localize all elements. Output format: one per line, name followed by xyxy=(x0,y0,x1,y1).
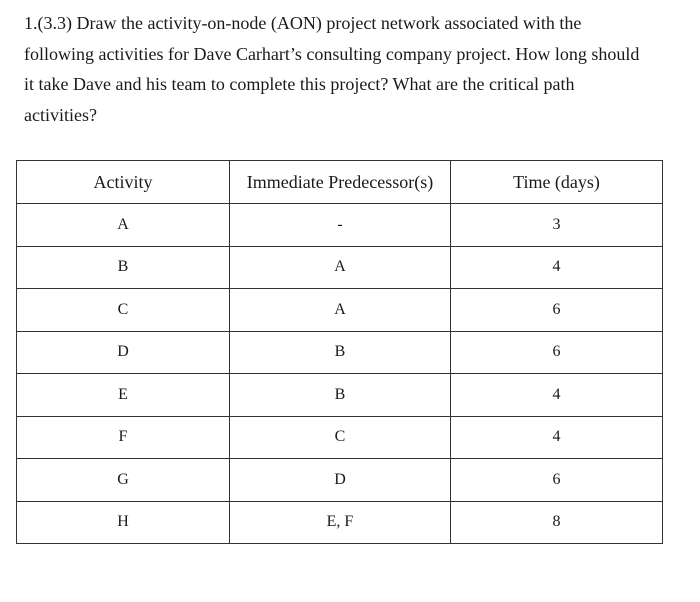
predecessor-cell: A xyxy=(230,246,451,289)
activity-cell: B xyxy=(17,246,230,289)
activity-cell: E xyxy=(17,374,230,417)
table-row xyxy=(17,501,663,544)
predecessor-cell: E, F xyxy=(230,501,451,544)
activity-cell: F xyxy=(17,416,230,459)
table-header-row xyxy=(17,161,663,204)
activity-cell: G xyxy=(17,459,230,502)
activity-cell: C xyxy=(17,289,230,332)
table-row xyxy=(17,289,663,332)
table-row xyxy=(17,416,663,459)
predecessor-cell: - xyxy=(230,204,451,247)
question-line: following activities for Dave Carhart’s consulting company project. How long should xyxy=(24,43,640,64)
predecessor-cell: C xyxy=(230,416,451,459)
time-cell: 8 xyxy=(451,501,663,544)
header-time: Time (days) xyxy=(451,161,663,204)
header-activity: Activity xyxy=(17,161,230,204)
predecessor-cell: B xyxy=(230,374,451,417)
question-text xyxy=(24,8,676,130)
time-cell: 4 xyxy=(451,416,663,459)
activity-cell: H xyxy=(17,501,230,544)
time-cell: 6 xyxy=(451,331,663,374)
question-line: it take Dave and his team to complete this project? What are the critical path xyxy=(24,74,575,94)
question-line: activities? xyxy=(24,104,97,125)
header-predecessors: Immediate Predecessor(s) xyxy=(230,161,451,204)
question-line: 1.(3.3) Draw the activity-on-node (AON) project network associated with the xyxy=(24,13,582,33)
activity-table xyxy=(16,160,663,544)
time-cell: 3 xyxy=(451,204,663,247)
activity-cell: D xyxy=(17,331,230,374)
predecessor-cell: B xyxy=(230,331,451,374)
table-row xyxy=(17,246,663,289)
table-row xyxy=(17,459,663,502)
time-cell: 6 xyxy=(451,459,663,502)
time-cell: 6 xyxy=(451,289,663,332)
time-cell: 4 xyxy=(451,246,663,289)
table-row xyxy=(17,374,663,417)
table-row xyxy=(17,331,663,374)
activity-cell: A xyxy=(17,204,230,247)
predecessor-cell: A xyxy=(230,289,451,332)
predecessor-cell: D xyxy=(230,459,451,502)
time-cell: 4 xyxy=(451,374,663,417)
table-row xyxy=(17,204,663,247)
